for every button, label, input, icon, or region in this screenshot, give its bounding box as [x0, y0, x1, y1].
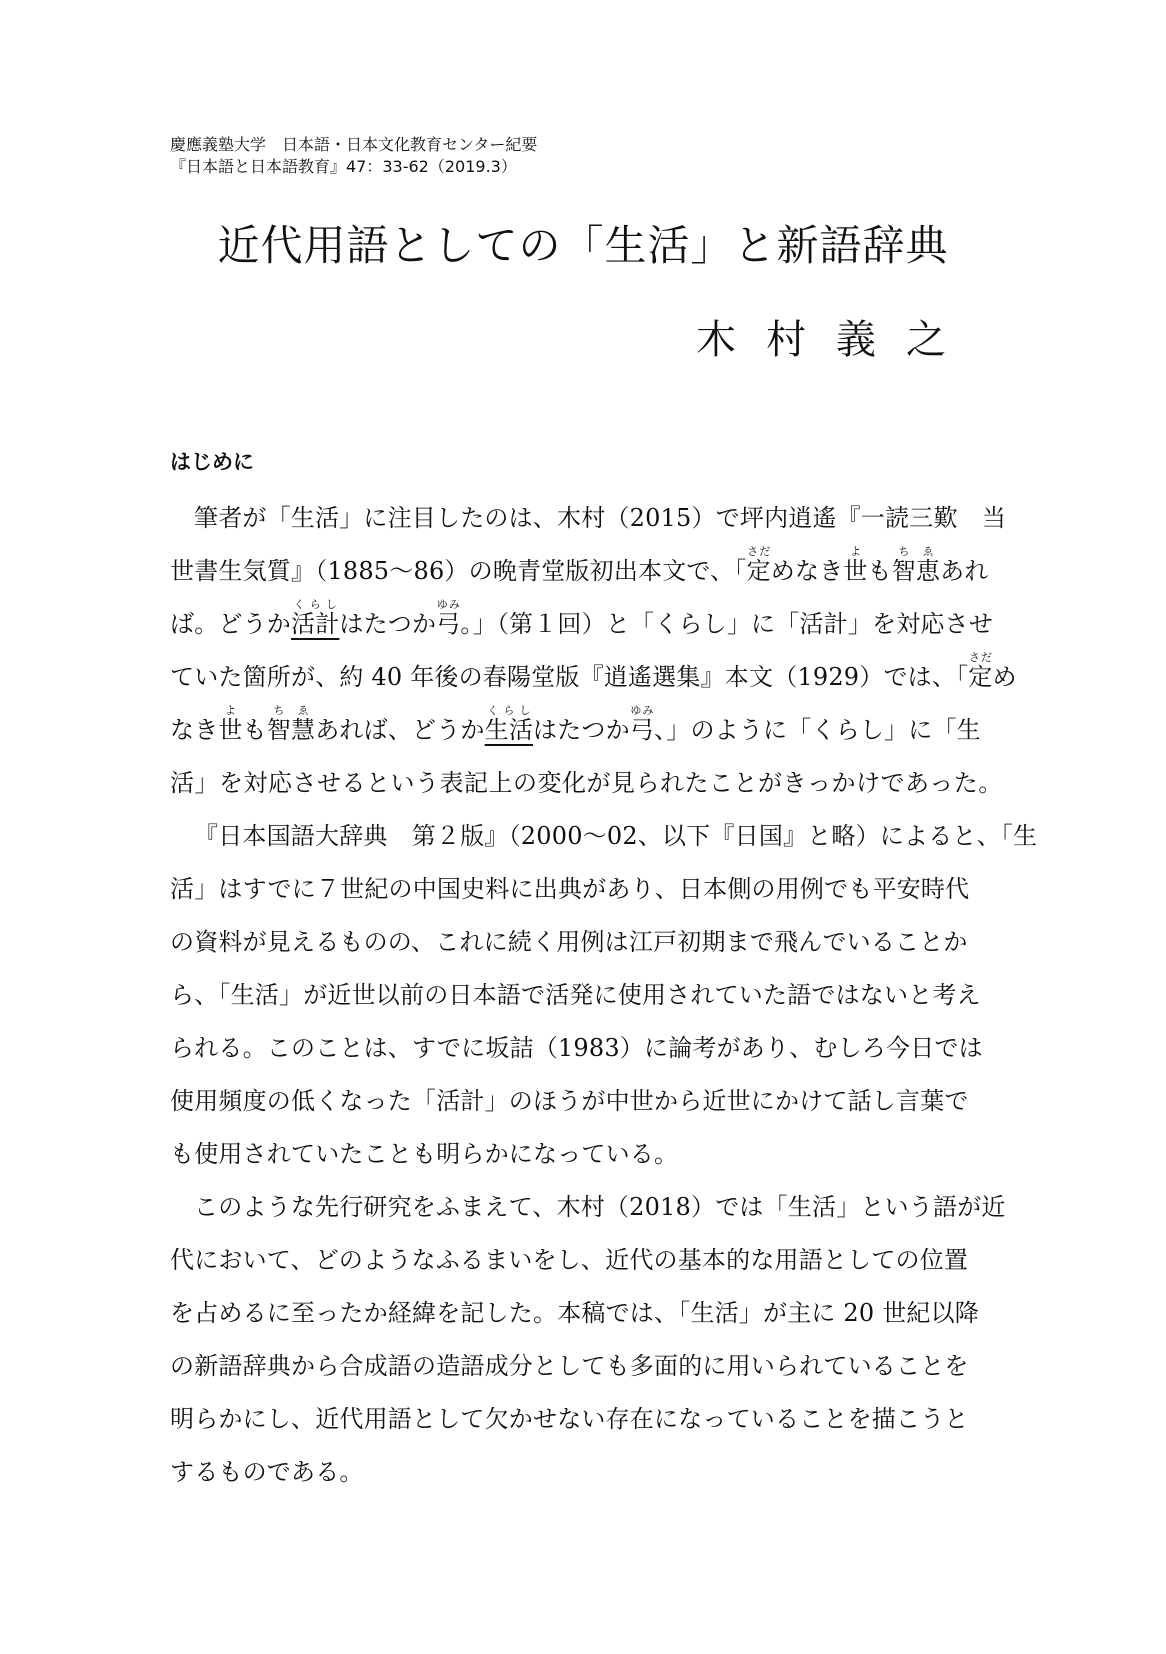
paragraph-3-line-2: 代において、どのようなふるまいをし、近代の基本的な用語としての位置: [170, 1246, 969, 1274]
journal-line-1: 慶應義塾大学 日本語・日本文化教育センター紀要: [170, 135, 538, 154]
ruby-yo-2: 世よ: [218, 704, 243, 744]
paragraph-2-line-2: 活」はすでに７世紀の中国史料に出典があり、日本側の用例でも平安時代: [170, 875, 970, 903]
paragraph-2-line-3: の資料が見えるものの、これに続く用例は江戸初期まで飛んでいることか: [170, 928, 968, 956]
journal-line-2: 『日本語と日本語教育』47：33-62（2019.3）: [170, 157, 517, 176]
paragraph-2-line-7: も使用されていたことも明らかになっている。: [170, 1140, 679, 1168]
paragraph-1-line-3: ば。どうか活計くらしはたつか弓ゆみ。」（第１回）と「くらし」に「活計」を対応させ: [170, 598, 994, 638]
ruby-yumi-1: 弓ゆみ: [436, 598, 461, 638]
journal-citation: [170, 134, 537, 178]
paragraph-1-line-4: ていた箇所が、約 40 年後の春陽堂版『逍遙選集』本文（1929）では、「定さだめ: [170, 651, 1017, 691]
ruby-sada-1: 定さだ: [746, 545, 771, 585]
author-name: 木村義之: [696, 317, 976, 363]
body-text: [170, 492, 1038, 1499]
paragraph-1-line-2: 世書生気質』（1885～86）の晩青堂版初出本文で、「定さだめなき世よも智恵ちゑあれ: [170, 545, 989, 585]
paragraph-3-line-3: を占めるに至ったか経緯を記した。本稿では、「生活」が主に 20 世紀以降: [170, 1299, 979, 1327]
ruby-yo-1: 世よ: [843, 545, 868, 585]
paragraph-3-line-1: このような先行研究をふまえて、木村（2018）では「生活」という語が近: [194, 1193, 1006, 1221]
ruby-kurashi-2: 生活くらし: [484, 704, 534, 744]
paragraph-3-line-4: の新語辞典から合成語の造語成分としても多面的に用いられていることを: [170, 1352, 969, 1380]
paragraph-2-line-4: ら、「生活」が近世以前の日本語で活発に使用されていた語ではないと考え: [170, 981, 981, 1009]
ruby-kurashi-1: 活計くらし: [291, 598, 340, 638]
paragraph-1-line-1: 筆者が「生活」に注目したのは、木村（2015）で坪内逍遙『一読三歎 当: [194, 504, 1007, 532]
section-heading: はじめに: [170, 450, 254, 474]
ruby-yumi-2: 弓ゆみ: [629, 704, 655, 744]
paragraph-2-line-6: 使用頻度の低くなった「活計」のほうが中世から近世にかけて話し言葉で: [170, 1087, 969, 1115]
paragraph-1-line-6: 活」を対応させるという表記上の変化が見られたことがきっかけであった。: [170, 769, 1003, 797]
paragraph-2-line-5: られる。このことは、すでに坂詰（1983）に論考があり、むしろ今日では: [170, 1034, 983, 1062]
paragraph-1-line-5: なき世よも智慧ちゑあれば、どうか生活くらしはたつか弓ゆみ、」のように「くらし」に「生: [170, 704, 981, 744]
ruby-sada-2: 定さだ: [968, 651, 993, 691]
paragraph-3-line-6: するものである。: [170, 1458, 364, 1486]
paragraph-2-line-1: 『日本国語大辞典 第２版』（2000～02、以下『日国』と略）によると、「生: [194, 822, 1038, 850]
paragraph-3-line-5: 明らかにし、近代用語として欠かせない存在になっていることを描こうと: [170, 1405, 969, 1433]
ruby-chie-1: 智恵ちゑ: [891, 545, 941, 585]
ruby-chie-2: 智慧ちゑ: [266, 704, 316, 744]
article-title: 近代用語としての「生活」と新語辞典: [217, 221, 949, 270]
